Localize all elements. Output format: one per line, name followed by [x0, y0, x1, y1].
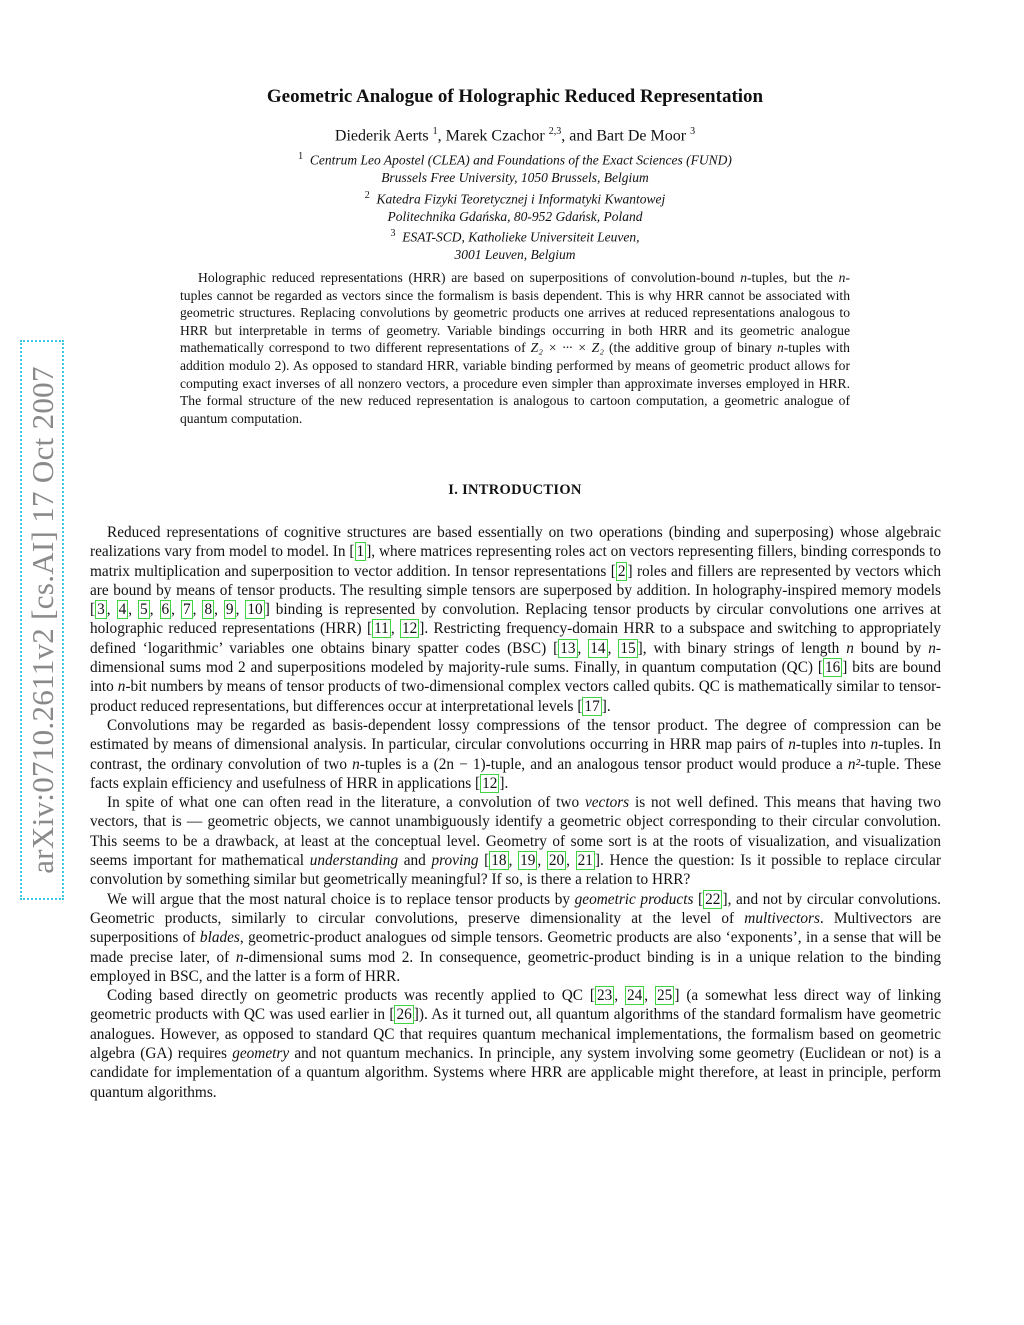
affiliation-text: Brussels Free University, 1050 Brussels, Belgium: [381, 170, 649, 186]
citation-link[interactable]: 25: [657, 987, 673, 1005]
citation-link[interactable]: 1: [356, 543, 365, 561]
paragraph-text: -tuples is a: [359, 755, 434, 773]
paragraph-text: roles and fillers are represented by vectors which are bound by means of tensor products. The resulting simple tensors are superposed by addition. In holography-inspired memory models: [90, 562, 941, 599]
math-symbol: n: [740, 270, 748, 285]
citation-link[interactable]: 15: [620, 639, 636, 657]
paragraph-text: bound by: [853, 639, 929, 657]
paragraph-text: -tuple, and an analogous tensor product would produce a: [485, 755, 848, 773]
author-name: Diederik Aerts: [334, 127, 429, 145]
paragraph-text: . Hence the question: Is it possible to replace circular convolution by something similar but geometrically meaningful? If so, is there a relation to HRR?: [90, 852, 941, 889]
paragraph-text: , where matrices representing roles act on vectors representing fillers, binding corresponds to matrix multiplication and superposition to vector addition. In tensor representations: [90, 543, 941, 580]
paragraph-text: -dimensional sums mod 2. In consequence, geometric-product binding is in a unique relation to the binding employed in BSC, and the latter is a form of HRR.: [90, 948, 941, 985]
abstract-text: (the additive group of binary: [603, 340, 777, 356]
citation-link[interactable]: 9: [225, 601, 234, 619]
paragraph-text: -tuples. In contrast, the ordinary convolution of two: [90, 736, 941, 773]
citation-link[interactable]: 3: [97, 601, 105, 619]
abstract-text: -tuples cannot be regarded as vectors since the formalism is basis dependent. This is why HRR cannot be associated with geometric structures. Replacing convolutions by geometric products one arrives at reduced representations analogous to HRR but interpretable in terms of geometry. Variable bindings occurring in both HRR and its geometric analogue mathematically correspond to two different representations of: [180, 270, 850, 356]
paragraph: Convolutions may be regarded as basis-dependent lossy compressions of the tensor product. The degree of compression can be estimated by means of dimensional analysis. In particular, circular convolutions occurring in HRR map pairs of n-tuples into n-tuples. In contrast, the ordinary convolution of two n-tuples is a (2n − 1)-tuple, and an analogous tensor product would produce a n²-tuple. These facts explain efficiency and usefulness of HRR in applications [ 12 ].: [90, 716, 941, 792]
abstract-text: -tuples, but the: [747, 270, 839, 285]
paragraph-text: . Restricting frequency-domain HRR to a subspace and switching to appropriately defined ‘logarithmic’ variables one obtains binary spatter codes (BSC): [90, 620, 941, 657]
citation-link[interactable]: 13: [560, 639, 576, 657]
paragraph: We will argue that the most natural choice is to replace tensor products by geometric products [ 22 ], and not by circular convolutions. Geometric products, similarly to circular convolutions, preserve dimensionality at the level of multivectors. Multivectors are superpositions of blades, geometric-product analogues od simple tensors. Geometric products are also ‘exponents’, in a sense that will be made precise later, of n-dimensional sums mod 2. In consequence, geometric-product binding is in a unique relation to the binding employed in BSC, and the latter is a form of HRR.: [90, 890, 942, 985]
author-name: Bart De Moor: [596, 127, 687, 145]
math-symbol: n: [838, 270, 846, 285]
body-text: [90, 523, 941, 1102]
paper-title: Geometric Analogue of Holographic Reduced Representation: [266, 86, 764, 107]
paragraph-text: and not quantum mechanics. In principle, any system involving some geometry (Euclidean or not) is a candidate for implementation of a quantum algorithm. Systems where HRR are applicable might therefore, at least in principle, perform quantum algorithms.: [90, 1045, 941, 1101]
author-affiliation-mark: 1: [432, 126, 438, 137]
paragraph-text: bits are bound into: [90, 659, 941, 696]
emphasis: geometric products: [574, 890, 694, 908]
citation-link[interactable]: 19: [520, 852, 536, 870]
affiliation-line: [90, 169, 940, 187]
citation-link[interactable]: 4: [118, 601, 127, 619]
affiliation-line: [90, 187, 940, 208]
affiliation-line: [90, 246, 940, 264]
paragraph-text: -bit numbers by means of tensor products of two-dimensional complex vectors called qubits. QC is mathematically similar to tensor-product reduced representations, but differences occur at interpretational levels: [90, 678, 941, 715]
affiliation-block: [90, 148, 940, 264]
paragraph-text: ). As it turned out, all quantum algorithms of the standard formalism have geometric analogues. However, as opposed to standard QC that requires quantum mechanical implementations, the formalism based on geometric algebra (GA) requires: [90, 1006, 941, 1063]
paragraph-text: , and not by circular convolutions. Geometric products, similarly to circular convolutions, preserve dimensionality at the level of: [90, 890, 942, 927]
abstract-text: Holographic reduced representations (HRR) are based on superpositions of convolution-bound: [198, 270, 741, 285]
citation-link[interactable]: 5: [140, 601, 148, 619]
paragraph-text: . Multivectors are superpositions of: [90, 909, 941, 947]
paragraph-text: -dimensional sums mod 2 and superpositions modeled by majority-rule sums. Finally, in quantum computation (QC): [90, 639, 941, 677]
citation-link[interactable]: 23: [596, 987, 613, 1005]
citation-link[interactable]: 14: [590, 639, 606, 657]
section-heading: I. INTRODUCTION: [448, 482, 582, 498]
affiliation-mark: 1: [298, 151, 304, 162]
citation-link[interactable]: 16: [824, 659, 841, 677]
citation-link[interactable]: 21: [577, 852, 593, 870]
emphasis: understanding: [309, 852, 399, 870]
affiliation-text: Centrum Leo Apostel (CLEA) and Foundations of the Exact Sciences (FUND): [309, 152, 732, 168]
author-affiliation-mark: 2,3: [548, 126, 562, 137]
emphasis: geometry: [232, 1045, 290, 1063]
citation-link[interactable]: 12: [401, 620, 418, 638]
citation-link[interactable]: 6: [161, 601, 170, 619]
paragraph-text: -tuples into: [795, 736, 871, 754]
citation-link[interactable]: 7: [182, 601, 191, 619]
paragraph-text: binding is represented by convolution. Replacing tensor products by circular convolutions one arrives at holographic reduced representations (HRR): [90, 601, 941, 638]
citation-link[interactable]: 18: [491, 852, 507, 870]
author-conjunction: and: [569, 127, 593, 145]
affiliation-line: [90, 225, 940, 246]
author-affiliation-mark: 3: [690, 126, 696, 137]
citation-link[interactable]: 2: [617, 562, 626, 580]
affiliation-text: ESAT-SCD, Katholieke Universiteit Leuven,: [402, 229, 640, 245]
emphasis: vectors: [584, 794, 630, 812]
citation-link[interactable]: 22: [705, 890, 721, 908]
affiliation-line: [90, 148, 940, 169]
citation-link[interactable]: 26: [396, 1006, 412, 1024]
abstract: [180, 269, 850, 427]
abstract-text: -tuples with addition modulo 2). As opposed to standard HRR, variable binding performed by means of geometric product allows for computing exact inverses of all nonzero vectors, a procedure even simpler than approximate inverses employed in HRR. The formal structure of the new reduced representation is analogous to cartoon computation, a geometric analogue of quantum computation.: [180, 340, 850, 426]
paragraph-text: Reduced representations of cognitive structures are based essentially on two operations (binding and superposing) whose algebraic realizations vary from model to model. In: [90, 524, 941, 561]
author-name: Marek Czachor: [445, 127, 545, 145]
affiliation-mark: 3: [390, 228, 396, 240]
affiliation-text: 3001 Leuven, Belgium: [454, 247, 576, 263]
paragraph-text: , with binary strings of length: [642, 639, 847, 657]
math-expression: Z₂ × ··· × Z₂: [530, 340, 604, 356]
emphasis: multivectors: [744, 909, 820, 927]
paragraph-text: is not well defined. This means that having two vectors, that is — geometric objects, we cannot unambiguously identify a geometric object corresponding to their circular convolution. This seems to be a drawback, at least at the conceptual level. Geometry of some sort is at the roots of visualization, and visualization seems important for mathematical: [90, 794, 941, 870]
paragraph: In spite of what one can often read in the literature, a convolution of two vectors is not well defined. This means that having two vectors, that is — geometric objects, we cannot unambiguously identify a geometric object corresponding to their circular convolution. This seems to be a drawback, at least at the conceptual level. Geometry of some sort is at the roots of visualization, and visualization seems important for mathematical understanding and proving [ 18 , 19 , 20 , 21 ]. Hence the question: Is it possible to replace circular convolution by something similar but geometrically meaningful? If so, is there a relation to HRR?: [90, 794, 941, 889]
citation-link[interactable]: 17: [584, 697, 600, 715]
citation-link[interactable]: 8: [204, 601, 213, 619]
affiliation-text: Katedra Fizyki Teoretycznej i Informatyki Kwantowej: [376, 191, 666, 207]
paragraph-text: (a somewhat less direct way of linking geometric products with QC was used earlier in: [90, 987, 941, 1024]
paragraph-text: In spite of what one can often read in the literature, a convolution of two: [107, 794, 585, 812]
citation-link[interactable]: 12: [482, 774, 498, 792]
affiliation-text: Politechnika Gdańska, 80-952 Gdańsk, Poland: [387, 208, 643, 224]
citation-link[interactable]: 20: [548, 852, 565, 870]
math-expression: n²: [847, 755, 861, 773]
paragraph-text: We will argue that the most natural choice is to replace tensor products by: [107, 890, 575, 908]
paragraph-text: , geometric-product analogues od simple tensors. Geometric products are also ‘exponents’, in a sense that will be made precise later, of: [90, 929, 941, 966]
math-expression: (2n − 1): [433, 755, 486, 773]
math-symbol: n: [776, 340, 784, 356]
citation-link[interactable]: 24: [627, 987, 643, 1005]
affiliation-line: [90, 208, 940, 226]
emphasis: blades: [199, 929, 240, 947]
citation-link[interactable]: 11: [374, 620, 389, 638]
author-list: Diederik Aerts $^1$, Marek Czachor $^{2,3}$, and Bart De Moor $^3$: [334, 126, 696, 145]
arxiv-identifier: arXiv:0710.2611v2 [cs.AI] 17 Oct 2007: [25, 366, 60, 874]
emphasis: proving: [431, 852, 479, 870]
paragraph-text: Coding based directly on geometric products was recently applied to QC: [107, 987, 590, 1005]
paragraph: Reduced representations of cognitive structures are based essentially on two operations (binding and superposing) whose algebraic realizations vary from model to model. In [ 1 ], where matrices representing roles act on vectors representing fillers, binding corresponds to matrix multiplication and superposition to vector addition. In tensor representations [ 2 ] roles and fillers are represented by vectors which are bound by means of tensor products. The resulting simple tensors are superposed by addition. In holography-inspired memory models [ 3 , 4 , 5 , 6 , 7 , 8 , 9 , 10 ] binding is represented by convolution. Replacing tensor products by circular convolutions one arrives at holographic reduced representations (HRR) [ 11 , 12 ]. Restricting frequency-domain HRR to a subspace and switching to appropriately defined ‘logarithmic’ variables one obtains binary spatter codes (BSC) [ 13 , 14 , 15 ], with binary strings of length n bound by n-dimensional sums mod 2 and superpositions modeled by majority-rule sums. Finally, in quantum computation (QC) [ 16 ] bits are bound into n-bit numbers by means of tensor products of two-dimensional complex vectors called qubits. QC is mathematically similar to tensor-product reduced representations, but differences occur at interpretational levels [ 17 ].: [90, 524, 941, 715]
paragraph: Coding based directly on geometric products was recently applied to QC [ 23 , 24 , 25 ] (a somewhat less direct way of linking geometric products with QC was used earlier in [ 26 ]). As it turned out, all quantum algorithms of the standard formalism have geometric analogues. However, as opposed to standard QC that requires quantum mechanical implementations, the formalism based on geometric algebra (GA) requires geometry and not quantum mechanics. In principle, any system involving some geometry (Euclidean or not) is a candidate for implementation of a quantum algorithm. Systems where HRR are applicable might therefore, at least in principle, perform quantum algorithms.: [90, 987, 941, 1101]
citation-link[interactable]: 10: [247, 601, 263, 619]
affiliation-mark: 2: [364, 189, 370, 201]
paragraph-text: -tuple. These facts explain efficiency and usefulness of HRR in applications: [90, 755, 941, 792]
paragraph-text: Convolutions may be regarded as basis-dependent lossy compressions of the tensor product. The degree of compression can be estimated by means of dimensional analysis. In particular, circular convolutions occurring in HRR map pairs of: [90, 716, 941, 754]
